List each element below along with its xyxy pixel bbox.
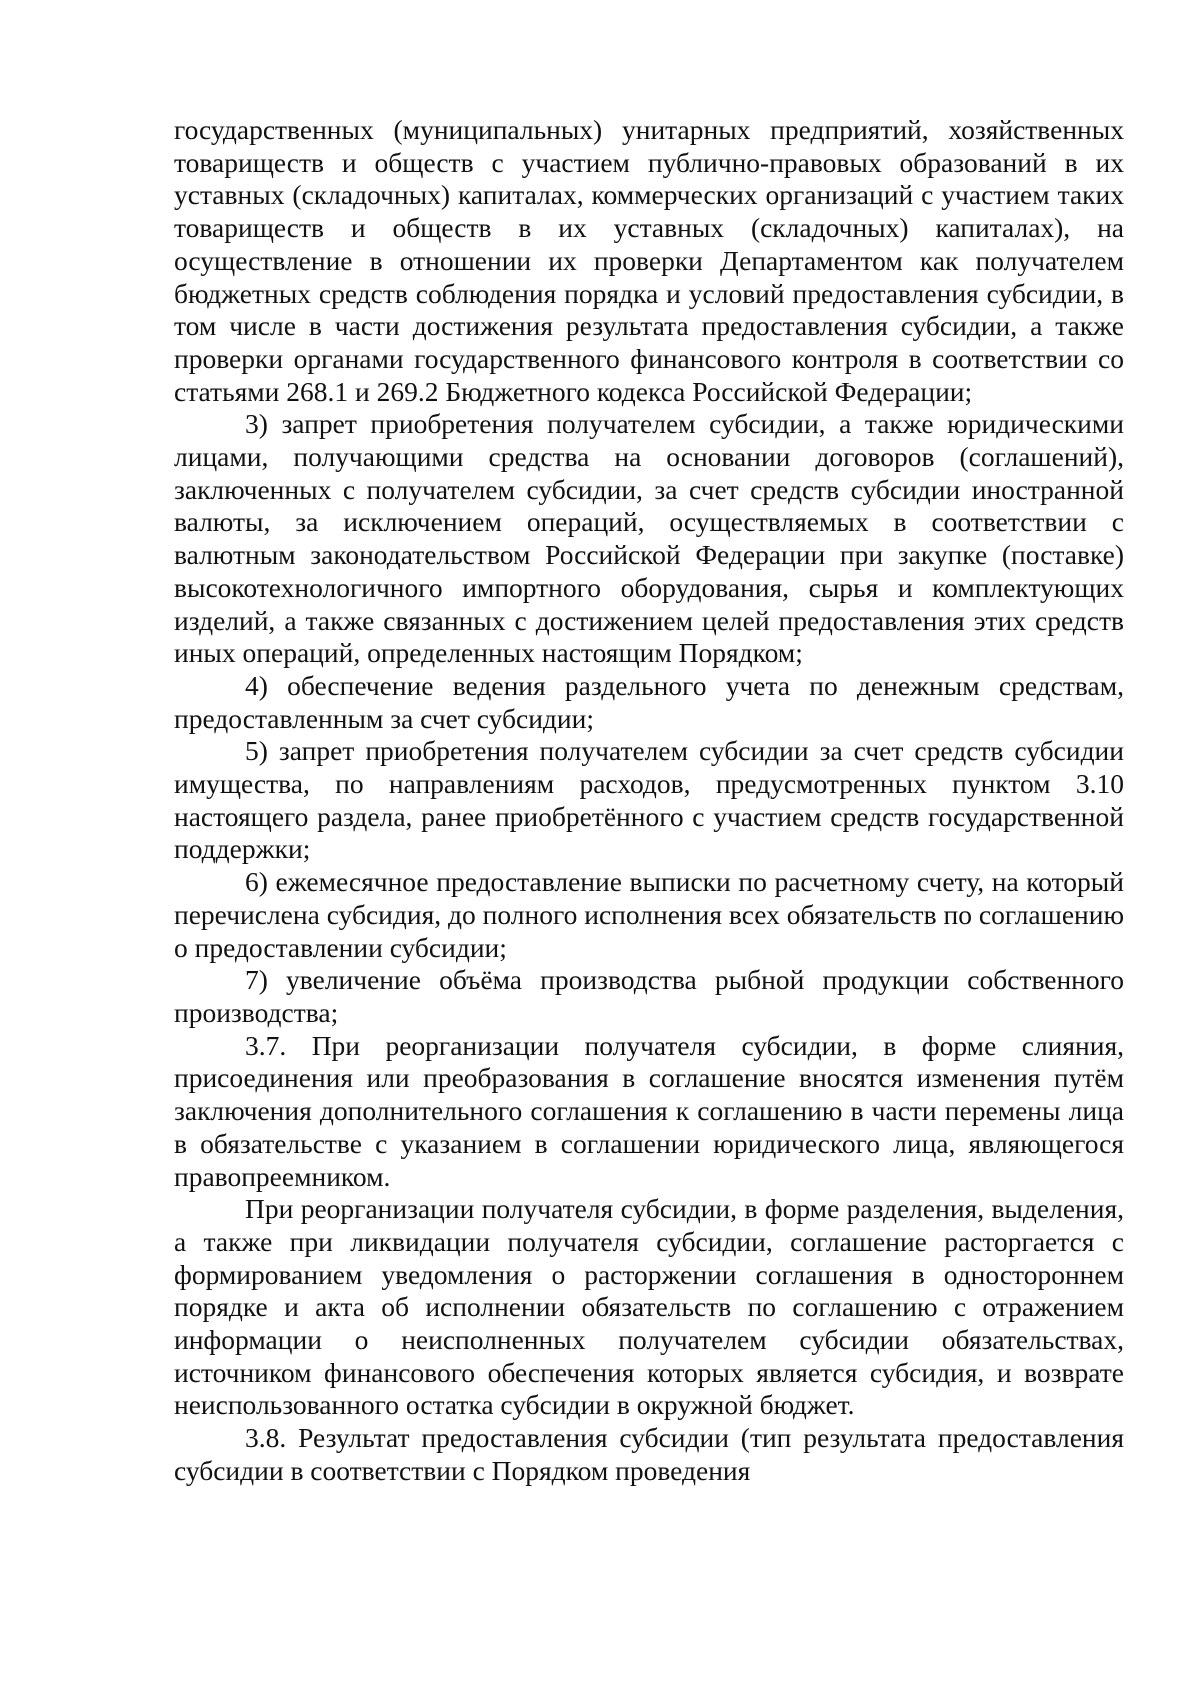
paragraph-section-3-8: 3.8. Результат предоставления субсидии (тип результата предоставления субсидии в соответствии с Порядком проведения [174, 1422, 1124, 1486]
document-body [174, 114, 1124, 1488]
paragraph-item-5: 5) запрет приобретения получателем субсидии за счет средств субсидии имущества, по направлениям расходов, предусмотренных пунктом 3.10 настоящего раздела, ранее приобретённого с участием средств государственной поддержки; [174, 735, 1124, 865]
paragraph-reorganization: При реорганизации получателя субсидии, в форме разделения, выделения, а также при ликвидации получателя субсидии, соглашение расторгается с формированием уведомления о расторжении соглашения в одностороннем порядке и акта об исполнении обязательств по соглашению с отражением информации о неисполненных получателем субсидии обязательствах, источником финансового обеспечения которых является субсидия, и возврате неиспользованного остатка субсидии в окружной бюджет. [174, 1193, 1124, 1421]
paragraph-item-6: 6) ежемесячное предоставление выписки по расчетному счету, на который перечислена субсидия, до полного исполнения всех обязательств по соглашению о предоставлении субсидии; [174, 866, 1124, 963]
paragraph-item-4: 4) обеспечение ведения раздельного учета по денежным средствам, предоставленным за счет субсидии; [174, 669, 1124, 734]
paragraph-continuation: государственных (муниципальных) унитарных предприятий, хозяйственных товариществ и обществ с участием публично-правовых образований в их уставных (складочных) капиталах, коммерческих организаций с участием таких товариществ и обществ в их уставных (складочных) капиталах), на осуществление в отношении их проверки Департаментом как получателем бюджетных средств соблюдения порядка и условий предоставления субсидии, в том числе в части достижения результата предоставления субсидии, а также проверки органами государственного финансового контроля в соответствии со статьями 268.1 и 269.2 Бюджетного кодекса Российской Федерации; [174, 114, 1124, 407]
paragraph-item-3: 3) запрет приобретения получателем субсидии, а также юридическими лицами, получающими средства на основании договоров (соглашений), заключенных с получателем субсидии, за счет средств субсидии иностранной валюты, за исключением операций, осуществляемых в соответствии с валютным законодательством Российской Федерации при закупке (поставке) высокотехнологичного импортного оборудования, сырья и комплектующих изделий, а также связанных с достижением целей предоставления этих средств иных операций, определенных настоящим Порядком; [174, 408, 1124, 669]
paragraph-item-7: 7) увеличение объёма производства рыбной продукции собственного производства; [174, 964, 1124, 1028]
paragraph-section-3-7: 3.7. При реорганизации получателя субсидии, в форме слияния, присоединения или преобразования в соглашение вносятся изменения путём заключения дополнительного соглашения к соглашению в части перемены лица в обязательстве с указанием в соглашении юридического лица, являющегося правопреемником. [174, 1029, 1124, 1192]
